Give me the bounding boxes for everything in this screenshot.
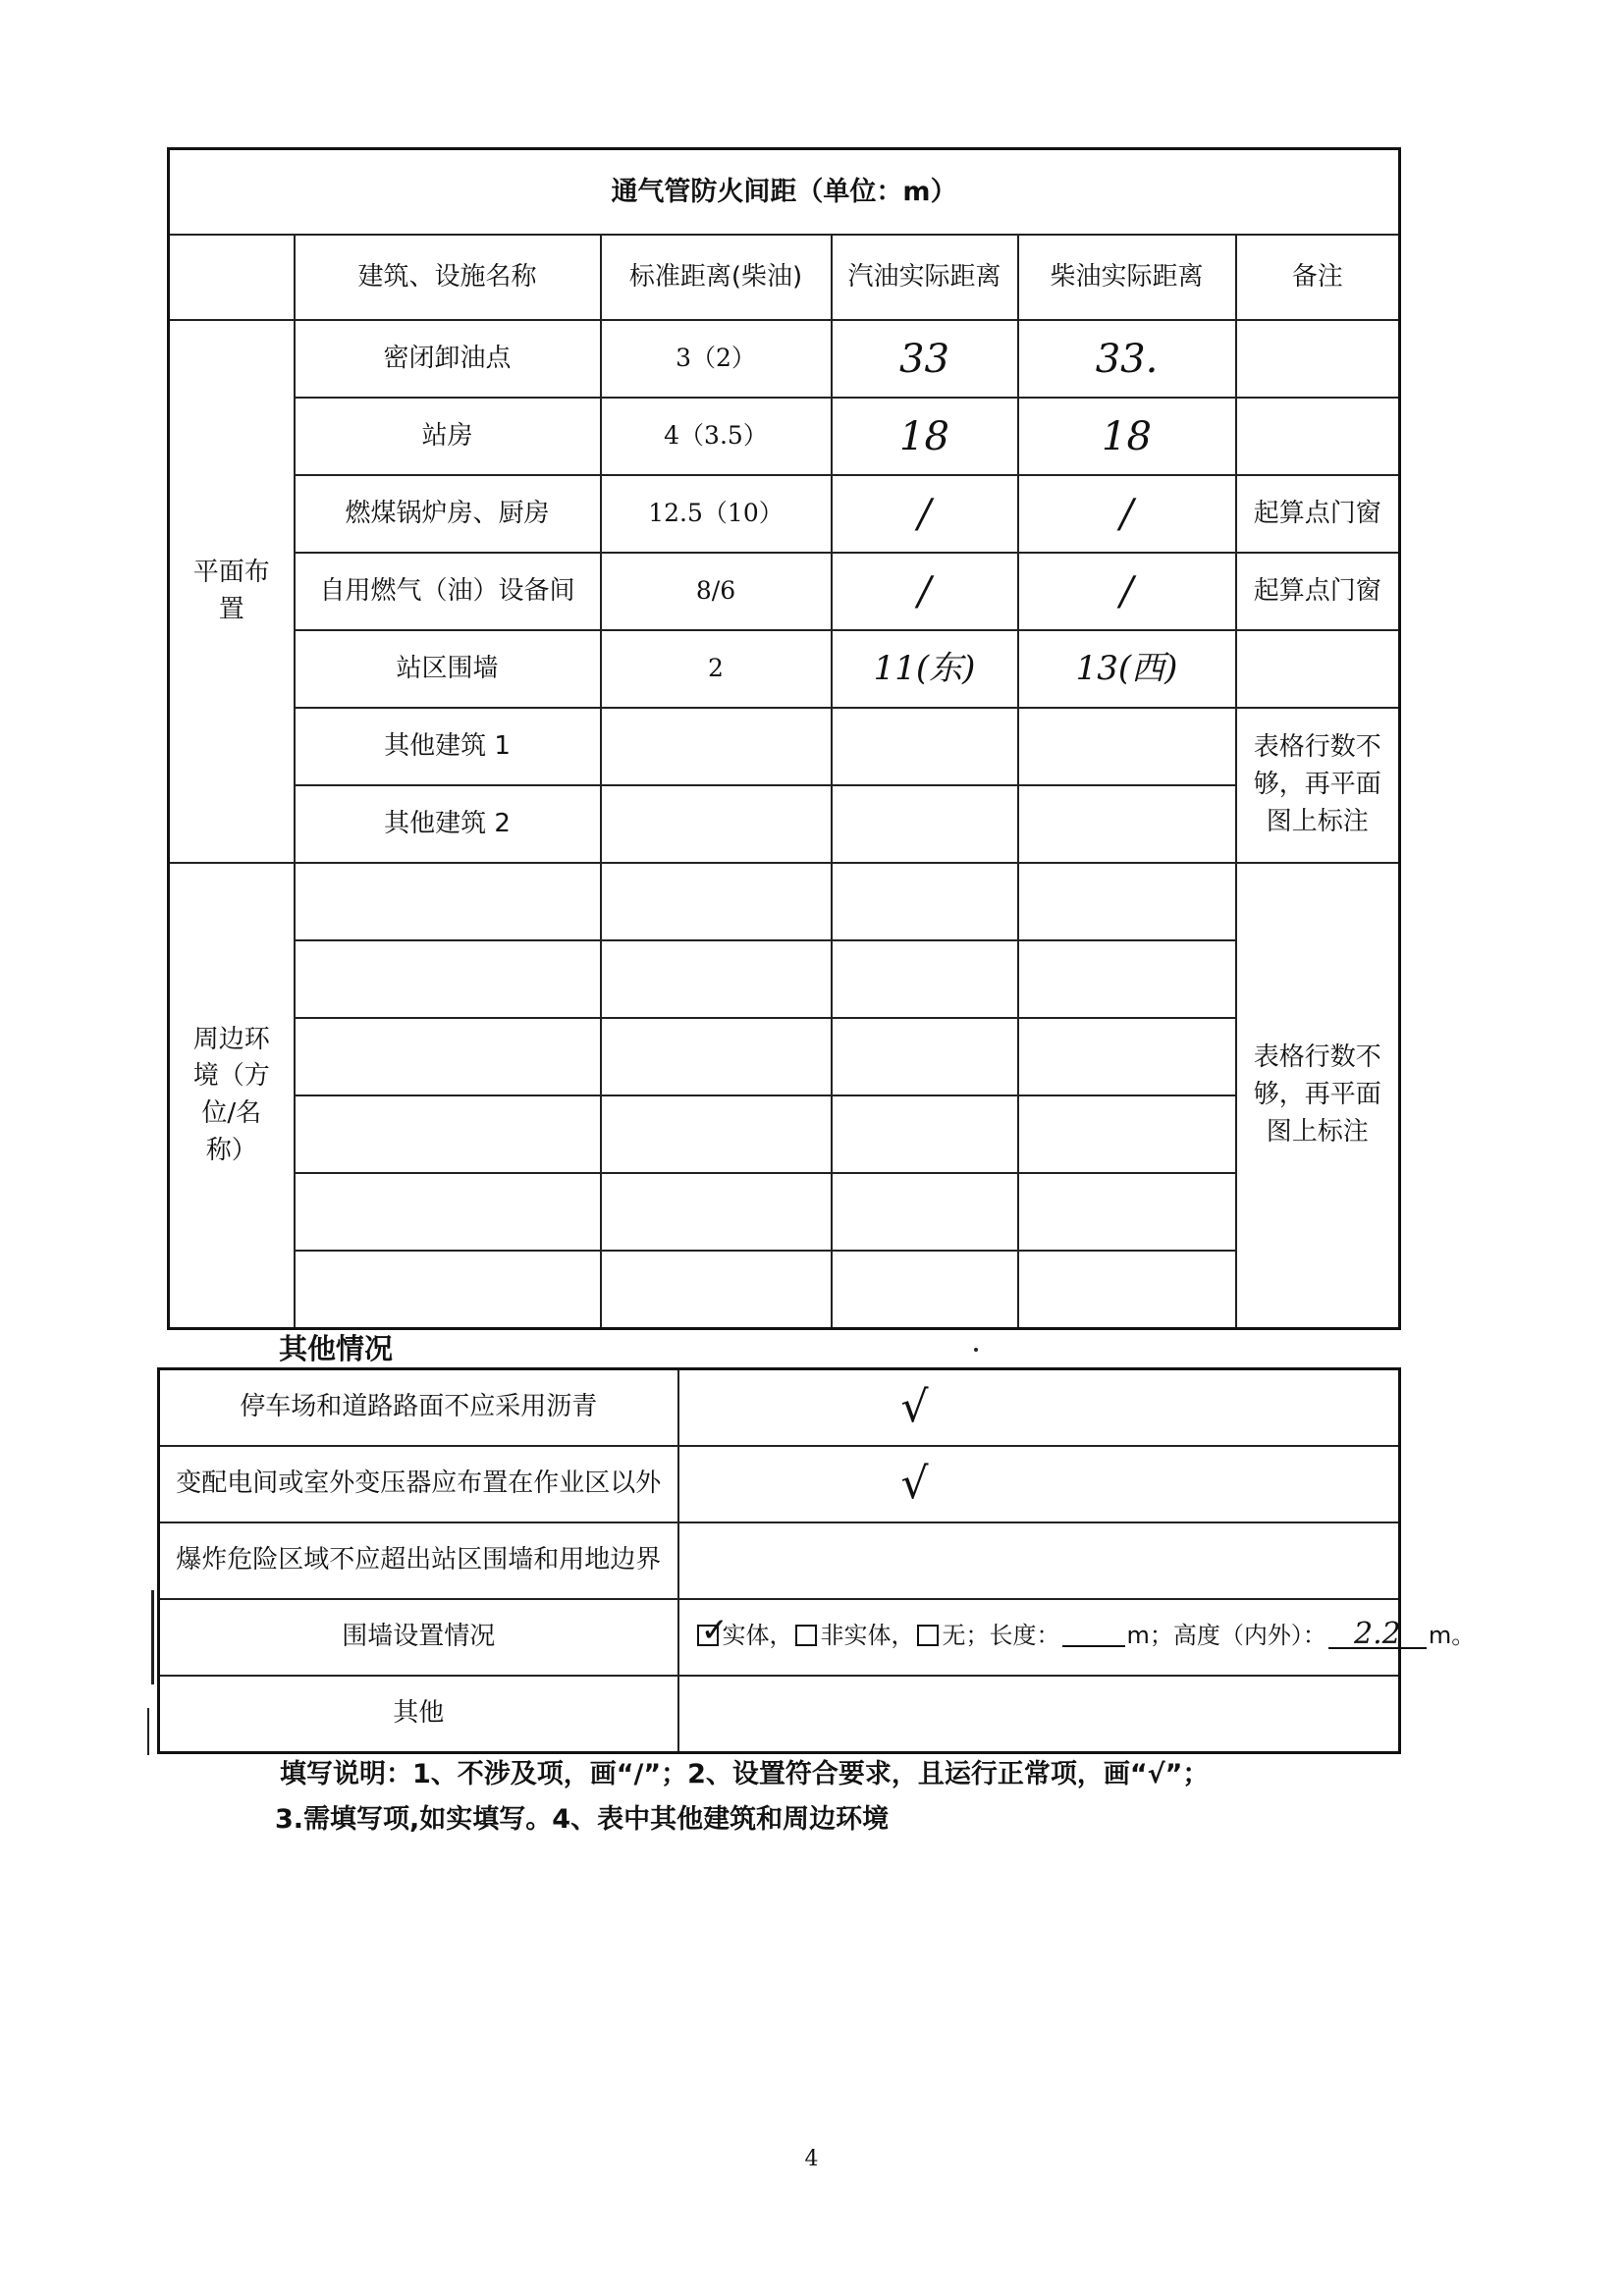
check-mark-icon: √ [900, 1382, 929, 1433]
gasoline-distance [832, 708, 1018, 785]
table-row [159, 1446, 1400, 1522]
diesel-distance: / [1018, 475, 1236, 553]
empty-cell [1018, 1095, 1236, 1173]
wall-setting-label: 围墙设置情况 [159, 1599, 678, 1676]
gasoline-distance: / [832, 553, 1018, 630]
note-surroundings: 表格行数不够，再平面图上标注 [1236, 863, 1400, 1329]
gasoline-distance: 33 [832, 320, 1018, 398]
facility-name: 站区围墙 [295, 630, 601, 708]
height-field[interactable]: 2.2 [1328, 1622, 1427, 1649]
diesel-distance [1018, 785, 1236, 863]
note [1236, 320, 1400, 398]
empty-cell [1018, 940, 1236, 1018]
section-plan-layout: 平面布置 [169, 320, 295, 863]
gasoline-distance: 11(东) [832, 630, 1018, 708]
gasoline-distance [832, 785, 1018, 863]
table-row [169, 863, 1400, 940]
misc-value [678, 1676, 1400, 1753]
facility-name: 站房 [295, 398, 601, 475]
checkbox-solid-icon[interactable] [697, 1625, 719, 1646]
page-number: 4 [804, 2147, 819, 2171]
empty-cell [295, 863, 601, 940]
height-unit: m。 [1428, 1621, 1476, 1649]
gasoline-distance: 18 [832, 398, 1018, 475]
standard-distance: 8/6 [601, 553, 832, 630]
other-situation-table [157, 1367, 1476, 1754]
standard-distance [601, 708, 832, 785]
header-standard-distance: 标准距离(柴油) [601, 235, 832, 320]
other-item-value [678, 1446, 1400, 1522]
scan-edge-mark [147, 1708, 149, 1755]
facility-name: 燃煤锅炉房、厨房 [295, 475, 601, 553]
table-row [169, 940, 1400, 1018]
empty-cell [601, 1173, 832, 1251]
other-item-value [678, 1522, 1400, 1599]
diesel-distance: 13(西) [1018, 630, 1236, 708]
gasoline-distance: / [832, 475, 1018, 553]
empty-cell [832, 1251, 1018, 1329]
empty-cell [832, 940, 1018, 1018]
diesel-distance: / [1018, 553, 1236, 630]
fill-instructions [275, 1752, 1409, 1842]
length-field[interactable] [1062, 1624, 1125, 1647]
table-row [169, 1018, 1400, 1095]
empty-cell [1018, 1173, 1236, 1251]
wall-setting-value [678, 1599, 1476, 1676]
header-blank [169, 235, 295, 320]
table-row [169, 320, 1400, 398]
checkbox-nonsolid-icon[interactable] [795, 1625, 817, 1646]
table-row [159, 1676, 1400, 1753]
diesel-distance [1018, 708, 1236, 785]
standard-distance: 2 [601, 630, 832, 708]
check-mark-icon: √ [900, 1459, 929, 1510]
option-nonsolid-label: 非实体， [820, 1621, 915, 1649]
standard-distance: 3（2） [601, 320, 832, 398]
table-row [169, 630, 1400, 708]
length-unit: m；高度（内外）： [1126, 1621, 1326, 1649]
standard-distance [601, 785, 832, 863]
table-row [159, 1522, 1400, 1599]
other-item-label: 变配电间或室外变压器应布置在作业区以外 [159, 1446, 678, 1522]
empty-cell [1018, 1018, 1236, 1095]
header-facility-name: 建筑、设施名称 [295, 235, 601, 320]
empty-cell [832, 1018, 1018, 1095]
table-row [169, 475, 1400, 553]
empty-cell [601, 863, 832, 940]
empty-cell [832, 1173, 1018, 1251]
standard-distance: 12.5（10） [601, 475, 832, 553]
empty-cell [832, 863, 1018, 940]
empty-cell [832, 1095, 1018, 1173]
empty-cell [295, 1095, 601, 1173]
other-item-value [678, 1369, 1400, 1447]
table-row [169, 1095, 1400, 1173]
table-row [169, 785, 1400, 863]
table-row [169, 1173, 1400, 1251]
section-surroundings: 周边环境（方位/名称） [169, 863, 295, 1329]
empty-cell [1018, 1251, 1236, 1329]
table-row [169, 398, 1400, 475]
table-row [169, 553, 1400, 630]
checkbox-none-icon[interactable] [917, 1625, 939, 1646]
table-row [169, 1251, 1400, 1329]
note: 起算点门窗 [1236, 475, 1400, 553]
table-title: 通气管防火间距（单位：m） [169, 149, 1400, 236]
option-none-label: 无；长度： [942, 1621, 1060, 1649]
empty-cell [295, 1018, 601, 1095]
option-solid-label: 实体， [722, 1621, 793, 1649]
table-row [169, 708, 1400, 785]
other-item-label: 停车场和道路路面不应采用沥青 [159, 1369, 678, 1447]
facility-name: 自用燃气（油）设备间 [295, 553, 601, 630]
empty-cell [601, 1095, 832, 1173]
header-diesel-distance: 柴油实际距离 [1018, 235, 1236, 320]
header-gasoline-distance: 汽油实际距离 [832, 235, 1018, 320]
note-extra-rows: 表格行数不够，再平面图上标注 [1236, 708, 1400, 863]
empty-cell [295, 1173, 601, 1251]
diesel-distance: 18 [1018, 398, 1236, 475]
vent-pipe-fire-distance-table [167, 147, 1401, 1330]
diesel-distance: 33. [1018, 320, 1236, 398]
empty-cell [295, 1251, 601, 1329]
empty-cell [601, 1251, 832, 1329]
instruction-line-2: 3.需填写项,如实填写。4、表中其他建筑和周边环境 [275, 1804, 890, 1835]
standard-distance: 4（3.5） [601, 398, 832, 475]
misc-label: 其他 [159, 1676, 678, 1753]
facility-name: 密闭卸油点 [295, 320, 601, 398]
table-row [159, 1599, 1400, 1676]
note: 起算点门窗 [1236, 553, 1400, 630]
empty-cell [295, 940, 601, 1018]
facility-name: 其他建筑 1 [295, 708, 601, 785]
empty-cell [1018, 863, 1236, 940]
facility-name: 其他建筑 2 [295, 785, 601, 863]
instruction-line-1: 填写说明：1、不涉及项，画“/”；2、设置符合要求，且运行正常项，画“√”； [280, 1759, 1210, 1789]
empty-cell [601, 940, 832, 1018]
table-row [159, 1369, 1400, 1447]
scan-dot [974, 1348, 978, 1352]
empty-cell [601, 1018, 832, 1095]
other-item-label: 爆炸危险区域不应超出站区围墙和用地边界 [159, 1522, 678, 1599]
note [1236, 630, 1400, 708]
note [1236, 398, 1400, 475]
other-situation-title: 其他情况 [279, 1332, 394, 1365]
header-note: 备注 [1236, 235, 1400, 320]
scan-edge-mark [151, 1590, 154, 1684]
